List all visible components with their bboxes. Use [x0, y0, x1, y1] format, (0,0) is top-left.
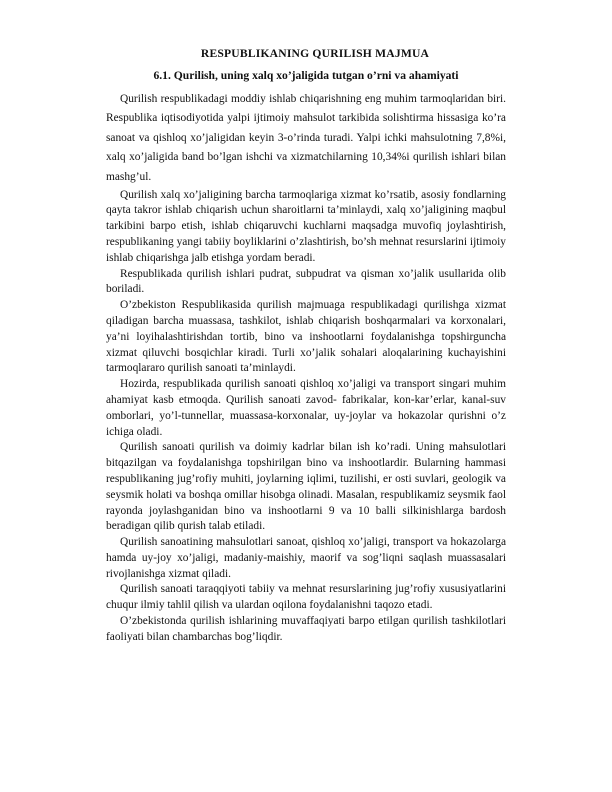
paragraph: Qurilish sanoatining mahsulotlari sanoat, qishloq xo’jaligi, transport va hokazolarga hamda uy-joy xo’jaligi, madaniy-maishiy, maorif va sog’liqni saqlash muassasalari rivojlanishga xizmat qiladi.	[106, 536, 506, 580]
paragraph: Hozirda, respublikada qurilish sanoati qishloq xo’jaligi va transport singari muhim ahamiyat kasb etmoqda. Qurilish sanoati zavod- fabrikalar, kon-kar’erlar, kanal-suv omborlari, yo’l-tunnellar, muassasa-korxonalar, uy-joylar va hokazolar qurishni o’z ichiga oladi.	[106, 378, 506, 438]
paragraph: Respublikada qurilish ishlari pudrat, subpudrat va qisman xo’jalik usullarida olib boriladi.	[106, 267, 506, 296]
paragraph: O’zbekiston Respublikasida qurilish majmuaga respublikadagi qurilishga xizmat qiladigan barcha muassasa, tashkilot, ishlab chiqarish boshqarmalari va korxonalari, ya’ni loyihalashtirishdan tortib, bino va inshootlarni foydalanishga topshirguncha xizmat qiluvchi bosqichlar kiradi. Turli xo’jalik sohalari aloqalarining kuchayishini tarmoqlararo qurilish sanoati ta’minlaydi.	[106, 299, 506, 375]
paragraph: Qurilish sanoati qurilish va doimiy kadrlar bilan ish ko’radi. Uning mahsulotlari bitqazilgan va foydalanishga topshirilgan bino va inshootlardir. Bularning hammasi respublikaning jug’rofiy muhiti, joylarning iqlimi, tuzilishi, er osti suvlari, geologik va seysmik holati va boshqa omillar hisobga olinadi. Masalan, respublikamiz seysmik faol rayonda joylashganidan bino va inshootlarni 9 va 10 balli silkinishlarga bardosh beradigan qilib qurish talab etiladi.	[106, 441, 506, 533]
paragraph: Qurilish sanoati taraqqiyoti tabiiy va mehnat resurslarining jug’rofiy xususiyatlarini chuqur ilmiy tahlil qilish va ulardan oqilona foydalanishni taqozo etadi.	[106, 583, 506, 612]
paragraph: O’zbekistonda qurilish ishlarining muvaffaqiyati barpo etilgan qurilish tashkilotlari faoliyati bilan chambarchas bog’liqdir.	[106, 615, 506, 643]
document-page	[106, 46, 506, 646]
paragraph: Qurilish xalq xo’jaligining barcha tarmoqlariga xizmat ko’rsatib, asosiy fondlarning qayta takror ishlab chiqarish uchun sharoitlarni ta’minlaydi, xalq xo’jaligining maqbul tarkibini barpo etish, ishlab chiqaruvchi kuchlarni maqsadga muvofiq joylashtirish, respublikaning yangi tabiiy boyliklarini o’zlashtirish, bo’sh mehnat resurslarini ijtimoiy ishlab chiqarishga jalb etishga yordam beradi.	[106, 188, 506, 264]
section-heading: 6.1. Qurilish, uning xalq xo’jaligida tutgan o’rni va ahamiyati	[153, 68, 459, 82]
document-title: RESPUBLIKANING QURILISH MAJMUA	[200, 47, 430, 60]
paragraph: Qurilish respublikadagi moddiy ishlab chiqarishning eng muhim tarmoqlaridan biri. Respublika iqtisodiyotida yalpi ijtimoiy mahsulot tarkibida solishtirma hissasiga ko’ra sanoat va qishloq xo’jaligidan keyin 3-o’rinda turadi. Yalpi ichki mahsulotning 7,8%i, xalq xo’jaligida band bo’lgan ishchi va xizmatchilarning 10,34%i qurilish ishlari bilan mashg’ul.	[106, 92, 506, 183]
